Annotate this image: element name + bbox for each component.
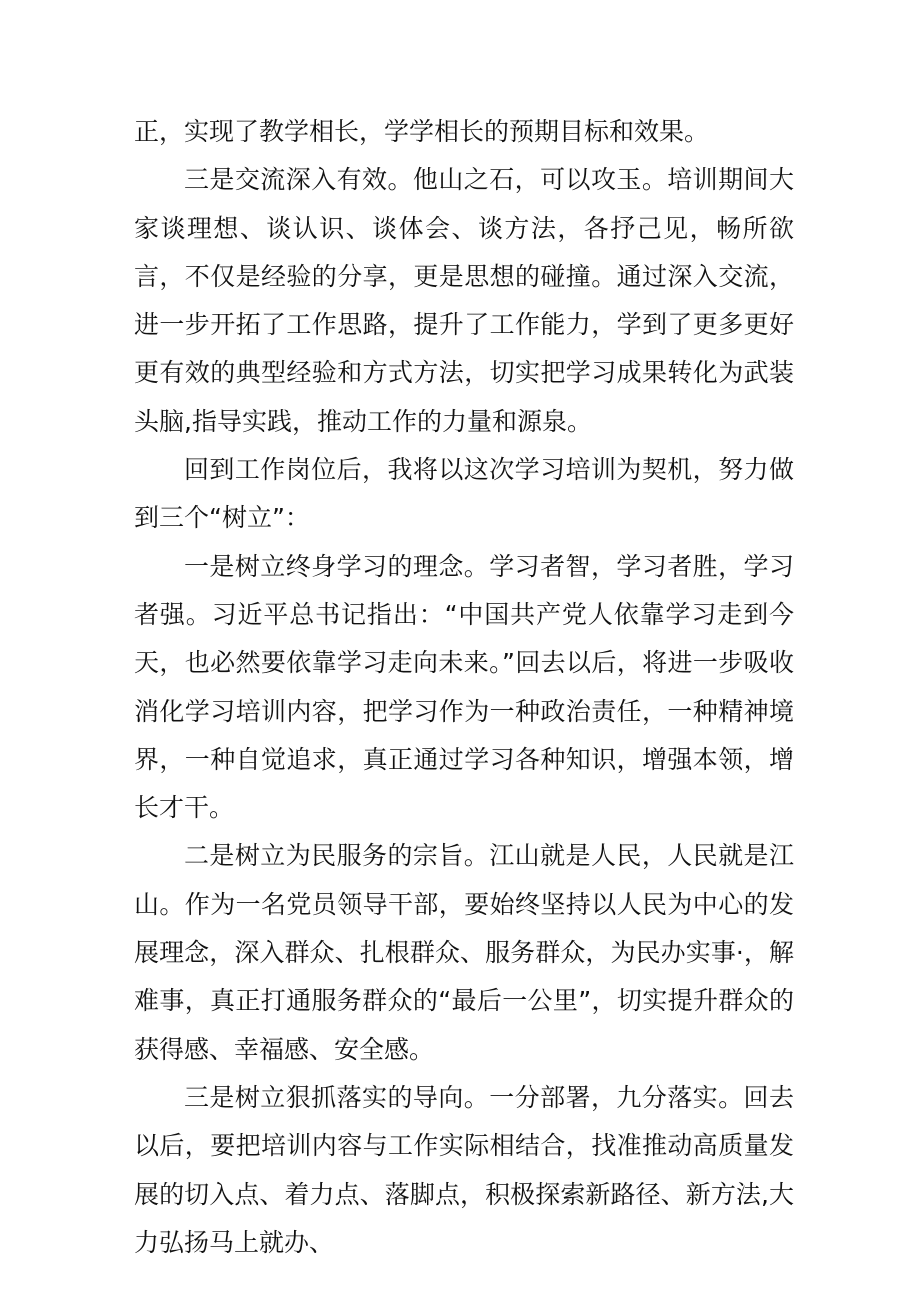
paragraph-serve-people: 二是树立为民服务的宗旨。江山就是人民，人民就是江山。作为一名党员领导干部，要始终坚持以人民为中心的发展理念，深入群众、扎根群众、服务群众，为民办实事·，解难事，真正打通服务群众的“最后一公里”，切实提升群众的获得感、幸福感、安全感。 — [134, 841, 794, 1064]
paragraph-exchange: 三是交流深入有效。他山之石，可以攻玉。培训期间大家谈理想、谈认识、谈体会、谈方法，各抒己见，畅所欲言，不仅是经验的分享，更是思想的碰撞。通过深入交流，进一步开拓了工作思路，提升了工作能力，学到了更多更好更有效的典型经验和方式方法，切实把学习成果转化为武装头脑,指导实践，推动工作的力量和源泉。 — [134, 165, 794, 436]
paragraph-implementation: 三是树立狠抓落实的导向。一分部署，九分落实。回去以后，要把培训内容与工作实际相结合，找准推动高质量发展的切入点、着力点、落脚点，积极探索新路径、新方法,大力弘扬马上就办、 — [134, 1082, 794, 1257]
document-body — [134, 108, 794, 1267]
paragraph-return-to-work: 回到工作岗位后，我将以这次学习培训为契机，努力做到三个“树立”： — [134, 455, 794, 533]
paragraph-lifelong-learning: 一是树立终身学习的理念。学习者智，学习者胜，学习者强。习近平总书记指出：“中国共产党人依靠学习走到今天，也必然要依靠学习走向未来。”回去以后，将进一步吸收消化学习培训内容，把学习作为一种政治责任，一种精神境界，一种自觉追求，真正通过学习各种知识，增强本领，增长才干。 — [134, 551, 794, 823]
paragraph-continuation: 正，实现了教学相长，学学相长的预期目标和效果。 — [134, 117, 710, 146]
